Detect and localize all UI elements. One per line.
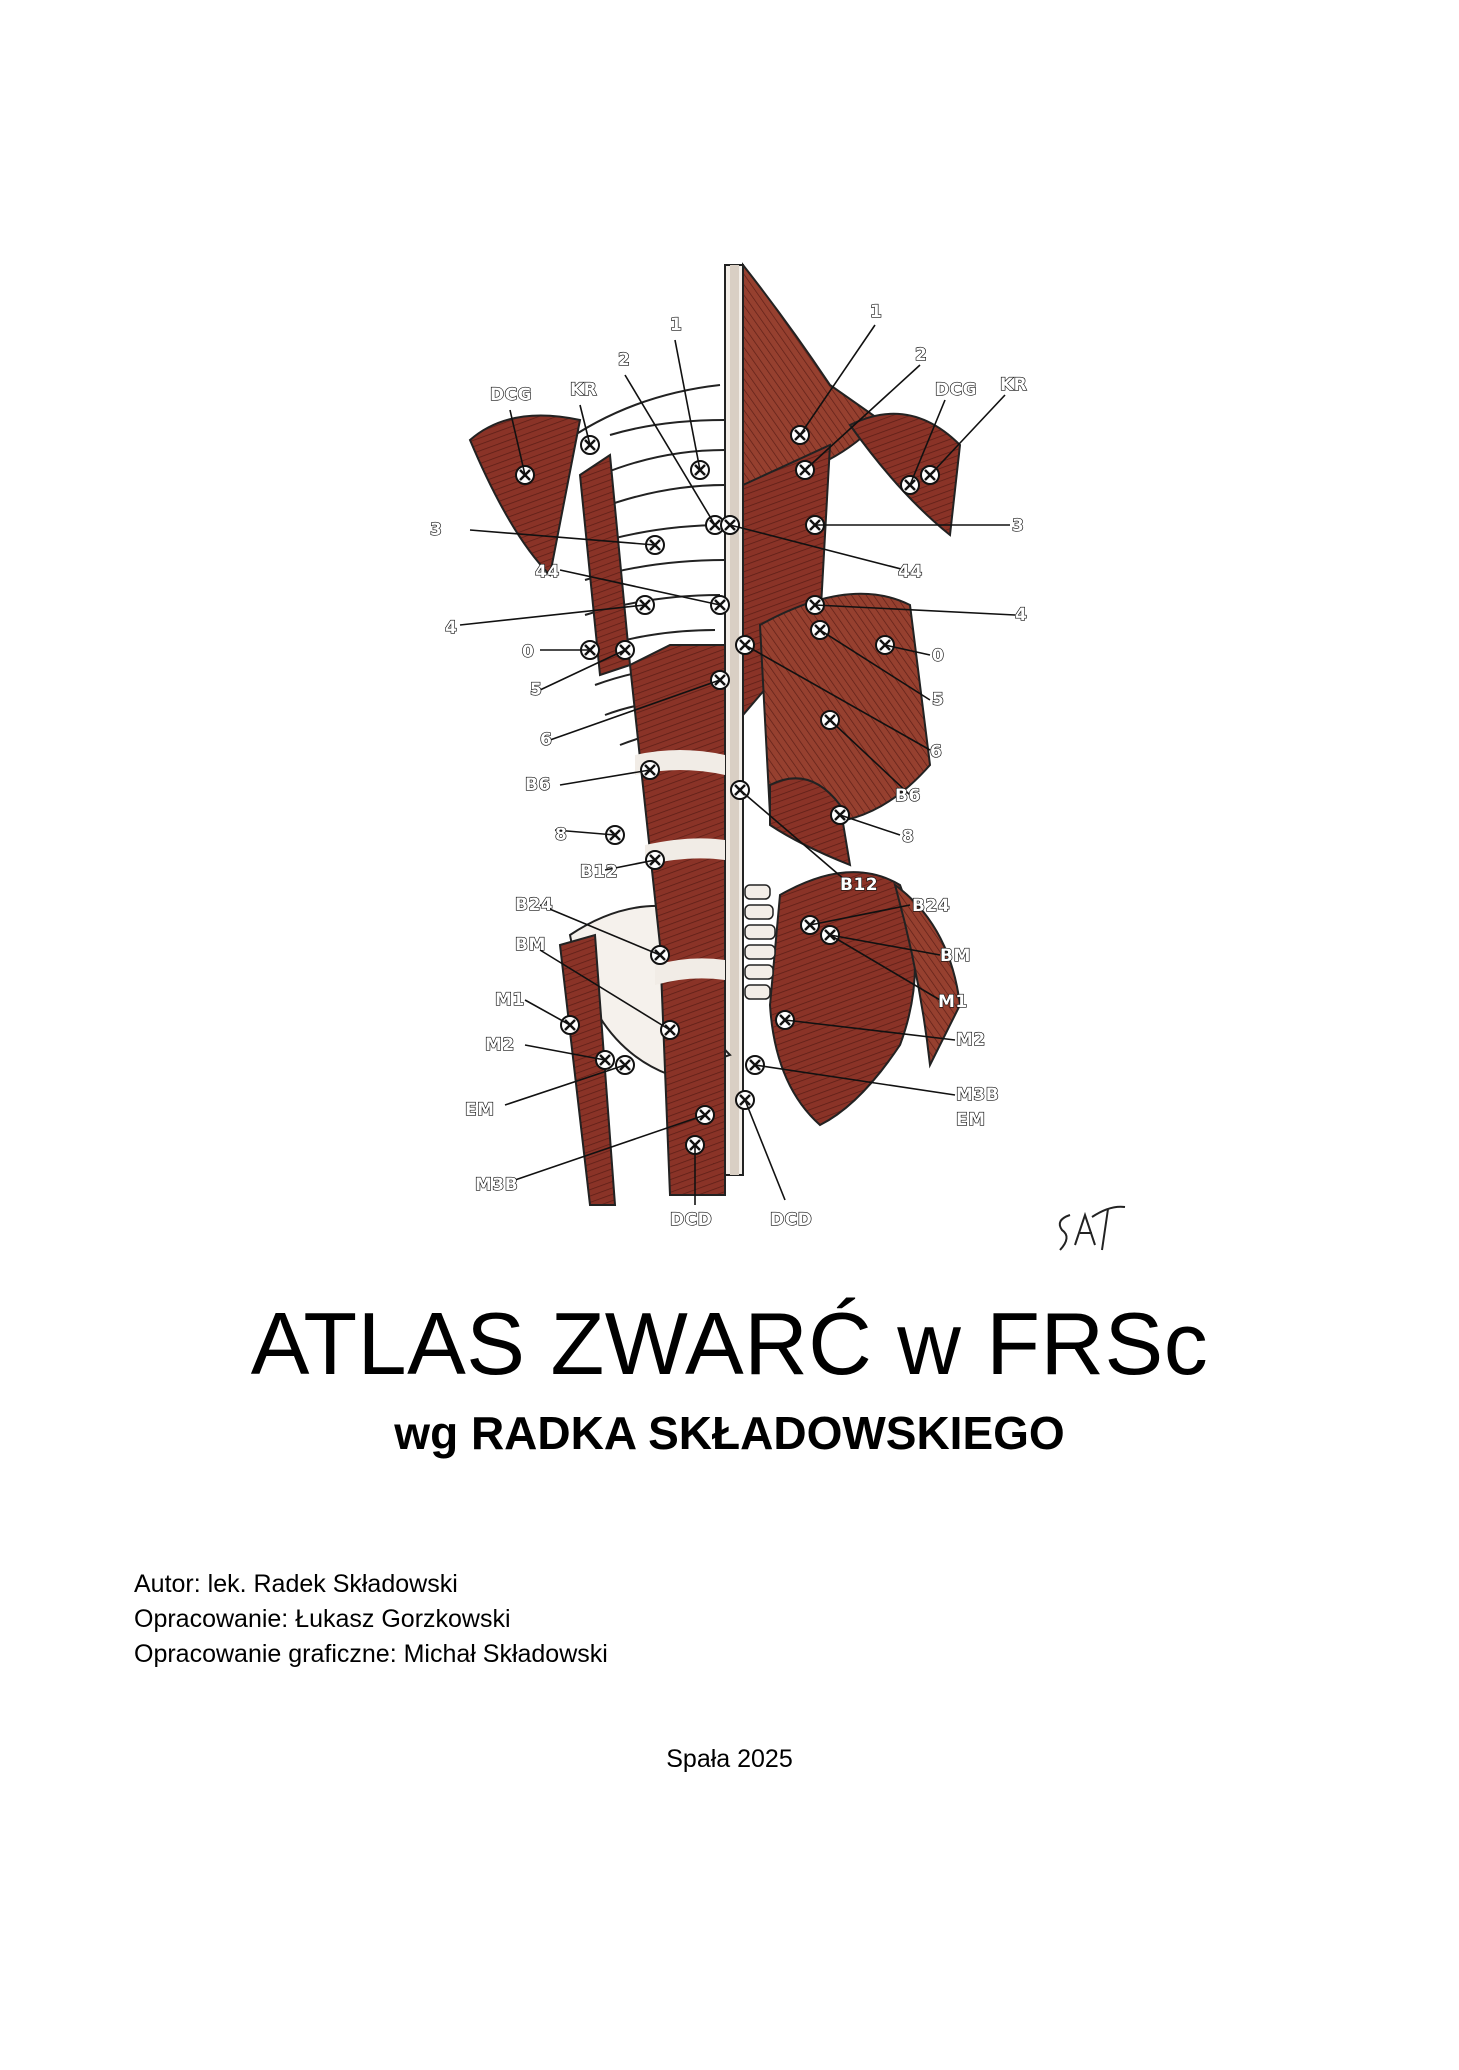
anatomy-illustration xyxy=(430,245,1050,1275)
svg-text:0: 0 xyxy=(522,642,535,662)
svg-text:DCG: DCG xyxy=(490,385,533,405)
svg-text:KR: KR xyxy=(1000,375,1028,395)
left-deltoid xyxy=(470,416,580,576)
document-subtitle: wg RADKA SKŁADOWSKIEGO xyxy=(394,1407,1065,1459)
svg-text:3: 3 xyxy=(1012,516,1025,536)
svg-text:5: 5 xyxy=(932,690,945,710)
svg-text:44: 44 xyxy=(535,562,560,582)
svg-text:M3B: M3B xyxy=(956,1085,1000,1105)
svg-text:0: 0 xyxy=(932,646,945,666)
svg-text:BM: BM xyxy=(940,946,971,966)
credit-graphics: Opracowanie graficzne: Michał Składowski xyxy=(134,1640,608,1668)
credits-block xyxy=(134,1567,608,1672)
svg-text:4: 4 xyxy=(1015,605,1028,625)
svg-text:M2: M2 xyxy=(956,1030,986,1050)
svg-text:DCD: DCD xyxy=(770,1210,813,1230)
svg-text:M1: M1 xyxy=(495,990,525,1010)
svg-text:B12: B12 xyxy=(580,862,619,882)
svg-text:3: 3 xyxy=(430,520,443,540)
svg-text:EM: EM xyxy=(956,1110,986,1130)
svg-text:KR: KR xyxy=(570,380,598,400)
svg-text:44: 44 xyxy=(898,562,923,582)
svg-text:2: 2 xyxy=(915,345,928,365)
document-title: ATLAS ZWARĆ w FRSc xyxy=(250,1294,1209,1393)
svg-text:B12: B12 xyxy=(840,875,879,895)
svg-text:5: 5 xyxy=(530,680,543,700)
place-year: Spała 2025 xyxy=(666,1745,793,1773)
credit-editor: Opracowanie: Łukasz Gorzkowski xyxy=(134,1605,511,1633)
svg-text:M3B: M3B xyxy=(475,1175,519,1195)
svg-text:B6: B6 xyxy=(895,786,921,806)
svg-text:EM: EM xyxy=(465,1100,495,1120)
svg-text:8: 8 xyxy=(555,825,568,845)
svg-text:B6: B6 xyxy=(525,775,551,795)
artist-signature xyxy=(1050,1195,1130,1265)
svg-text:DCG: DCG xyxy=(935,380,978,400)
credit-author: Autor: lek. Radek Składowski xyxy=(134,1570,458,1598)
svg-text:B24: B24 xyxy=(515,895,554,915)
svg-text:8: 8 xyxy=(902,827,915,847)
svg-text:M2: M2 xyxy=(485,1035,515,1055)
right-deltoid xyxy=(850,414,960,535)
svg-text:1: 1 xyxy=(670,315,683,335)
right-gluteus xyxy=(770,872,915,1125)
svg-text:1: 1 xyxy=(870,302,883,322)
svg-text:BM: BM xyxy=(515,935,546,955)
svg-text:B24: B24 xyxy=(912,896,951,916)
right-trapezius-upper xyxy=(743,265,883,485)
svg-text:2: 2 xyxy=(618,350,631,370)
svg-text:4: 4 xyxy=(445,618,458,638)
svg-text:6: 6 xyxy=(540,730,553,750)
svg-text:6: 6 xyxy=(930,742,943,762)
svg-text:DCD: DCD xyxy=(670,1210,713,1230)
svg-text:M1: M1 xyxy=(938,992,968,1012)
